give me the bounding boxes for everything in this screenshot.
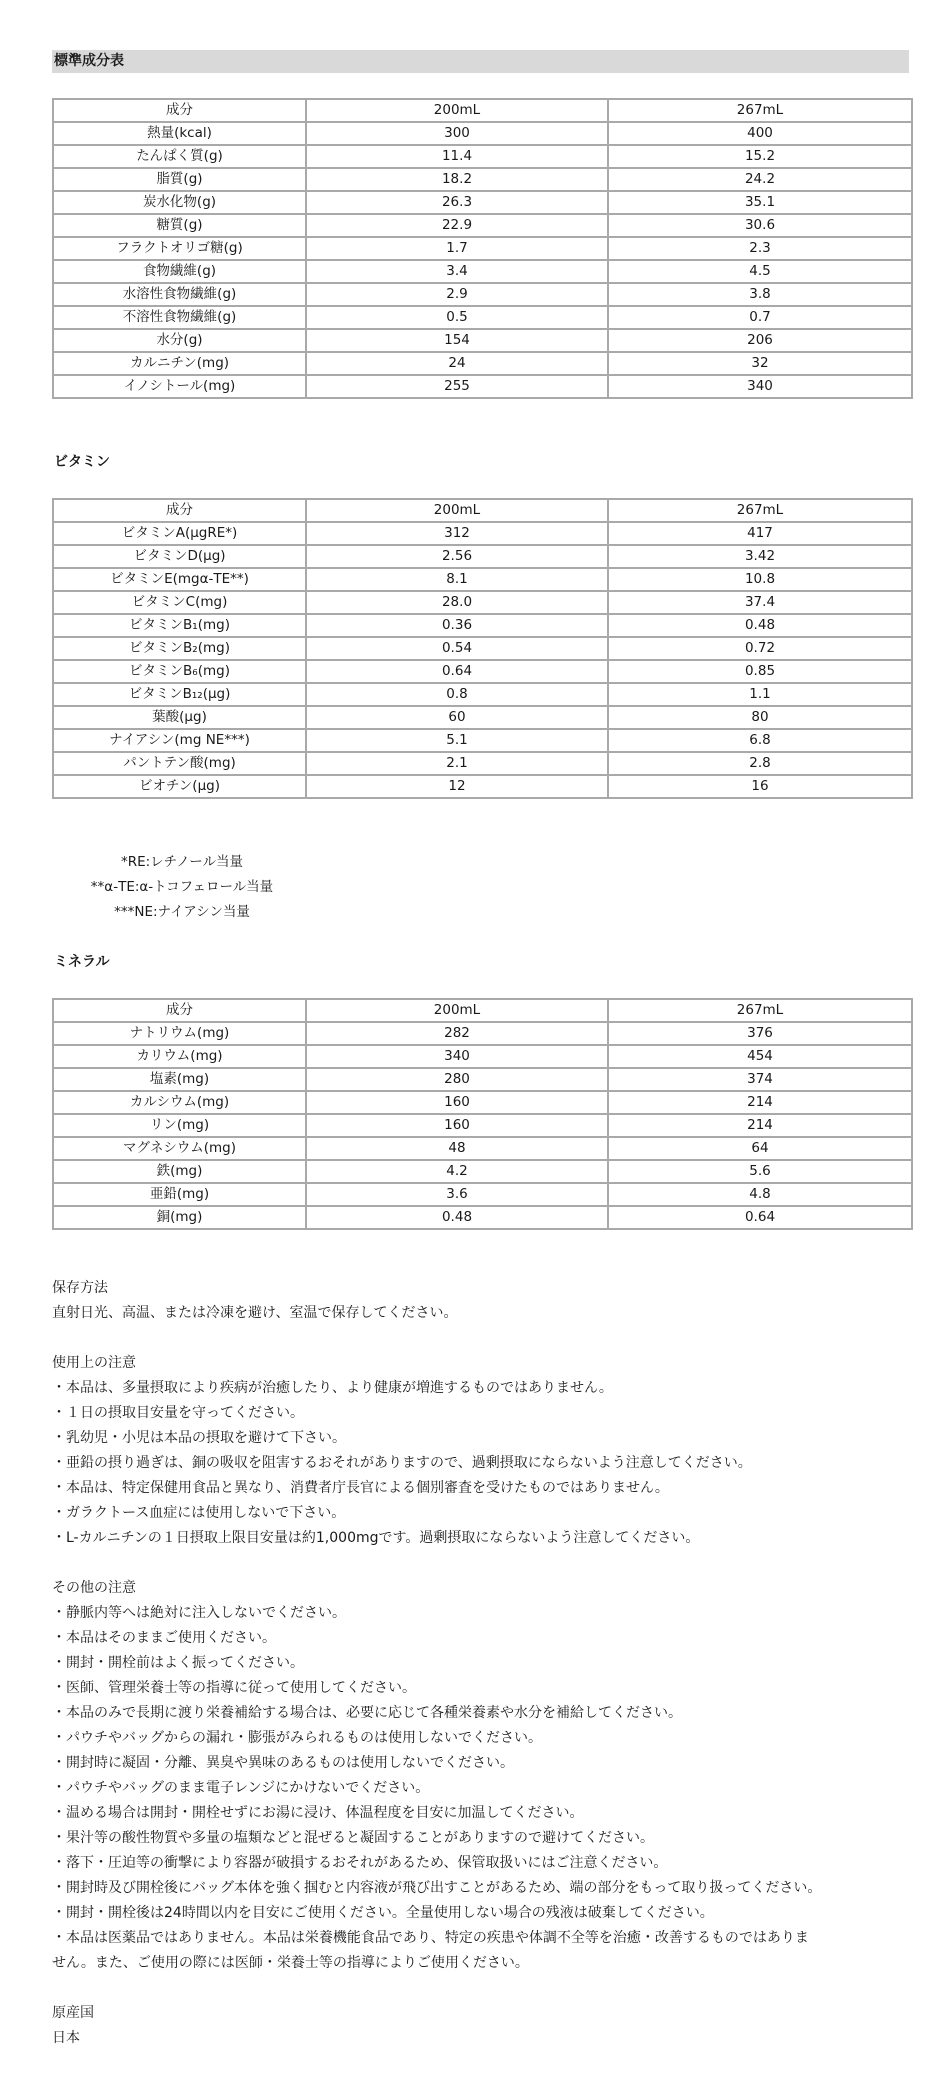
notes-section [52, 1276, 911, 2051]
cell-ingredient: イノシトール(mg) [53, 375, 306, 398]
vitamins-heading: ビタミン [54, 454, 110, 470]
table-row [53, 775, 912, 798]
footnote-te: **α-TE:α-トコフェロール当量 [90, 879, 274, 895]
table-row [53, 1114, 912, 1137]
cell-200ml: 26.3 [306, 191, 608, 214]
column-header-ingredient: 成分 [53, 99, 306, 122]
cell-267ml: 1.1 [608, 683, 912, 706]
table-row [53, 1045, 912, 1068]
table-row [53, 122, 912, 145]
cell-ingredient: カリウム(mg) [53, 1045, 306, 1068]
table-row [53, 237, 912, 260]
cell-200ml: 0.64 [306, 660, 608, 683]
list-item: ・パウチやバッグからの漏れ・膨張がみられるものは使用しないでください。 [52, 1730, 542, 1746]
list-item: ・亜鉛の摂り過ぎは、銅の吸収を阻害するおそれがありますので、過剰摂取にならないよう注意してください。 [52, 1455, 752, 1471]
footnote-re: *RE:レチノール当量 [120, 854, 244, 870]
table-row [53, 614, 912, 637]
other-notes-list [52, 1601, 911, 1976]
cell-267ml: 37.4 [608, 591, 912, 614]
cell-267ml: 0.85 [608, 660, 912, 683]
cell-267ml: 2.8 [608, 752, 912, 775]
table-row [53, 522, 912, 545]
list-item: ・本品は医薬品ではありません。本品は栄養機能食品であり、特定の疾患や体調不全等を治癒・改善するものではありま [52, 1930, 809, 1946]
column-header-267ml: 267mL [608, 499, 912, 522]
table-row [53, 1091, 912, 1114]
cell-ingredient: 脂質(g) [53, 168, 306, 191]
usage-notes-list [52, 1376, 911, 1551]
cell-267ml: 340 [608, 375, 912, 398]
list-item: ・開封・開栓後は24時間以内を目安にご使用ください。全量使用しない場合の残液は破棄してください。 [52, 1905, 714, 1921]
table-row [53, 1206, 912, 1229]
cell-200ml: 0.8 [306, 683, 608, 706]
list-item: ・果汁等の酸性物質や多量の塩類などと混ぜると凝固することがありますので避けてください。 [52, 1830, 654, 1846]
cell-ingredient: カルシウム(mg) [53, 1091, 306, 1114]
cell-ingredient: 葉酸(μg) [53, 706, 306, 729]
minerals-table [52, 998, 913, 1230]
list-item: ・医師、管理栄養士等の指導に従って使用してください。 [52, 1680, 416, 1696]
cell-200ml: 255 [306, 375, 608, 398]
table-row [53, 283, 912, 306]
cell-267ml: 3.42 [608, 545, 912, 568]
list-item: ・開封時及び開栓後にバッグ本体を強く掴むと内容液が飛び出すことがあるため、端の部分をもって取り扱ってください。 [52, 1880, 822, 1896]
cell-200ml: 160 [306, 1091, 608, 1114]
cell-267ml: 0.72 [608, 637, 912, 660]
cell-ingredient: リン(mg) [53, 1114, 306, 1137]
cell-200ml: 4.2 [306, 1160, 608, 1183]
cell-ingredient: ビタミンB₂(mg) [53, 637, 306, 660]
table-row [53, 191, 912, 214]
storage-text: 直射日光、高温、または冷凍を避け、室温で保存してください。 [52, 1305, 458, 1321]
cell-200ml: 2.1 [306, 752, 608, 775]
column-header-267ml: 267mL [608, 99, 912, 122]
cell-200ml: 154 [306, 329, 608, 352]
cell-ingredient: 不溶性食物繊維(g) [53, 306, 306, 329]
list-item: ・本品は、特定保健用食品と異なり、消費者庁長官による個別審査を受けたものではありません。 [52, 1480, 669, 1496]
list-item: せん。また、ご使用の際には医師・栄養士等の指導によりご使用ください。 [52, 1955, 529, 1971]
cell-ingredient: 食物繊維(g) [53, 260, 306, 283]
table-row [53, 1160, 912, 1183]
cell-267ml: 2.3 [608, 237, 912, 260]
cell-267ml: 6.8 [608, 729, 912, 752]
table-header-row [53, 499, 912, 522]
table-row [53, 706, 912, 729]
cell-ingredient: 亜鉛(mg) [53, 1183, 306, 1206]
cell-200ml: 5.1 [306, 729, 608, 752]
usage-notes-heading: 使用上の注意 [52, 1355, 136, 1371]
cell-ingredient: 鉄(mg) [53, 1160, 306, 1183]
cell-ingredient: カルニチン(mg) [53, 352, 306, 375]
table-row [53, 591, 912, 614]
vitamins-table-body [53, 522, 912, 798]
table-row [53, 568, 912, 591]
cell-ingredient: 炭水化物(g) [53, 191, 306, 214]
cell-ingredient: ビタミンD(μg) [53, 545, 306, 568]
standard-table-body [53, 122, 912, 398]
table-row [53, 260, 912, 283]
list-item: ・本品のみで長期に渡り栄養補給する場合は、必要に応じて各種栄養素や水分を補給してください。 [52, 1705, 682, 1721]
cell-ingredient: ビオチン(μg) [53, 775, 306, 798]
cell-200ml: 0.54 [306, 637, 608, 660]
cell-267ml: 454 [608, 1045, 912, 1068]
cell-267ml: 4.5 [608, 260, 912, 283]
table-row [53, 1022, 912, 1045]
cell-267ml: 0.48 [608, 614, 912, 637]
cell-267ml: 80 [608, 706, 912, 729]
table-row [53, 214, 912, 237]
cell-ingredient: フラクトオリゴ糖(g) [53, 237, 306, 260]
cell-200ml: 28.0 [306, 591, 608, 614]
cell-200ml: 0.5 [306, 306, 608, 329]
cell-ingredient: ビタミンB₁(mg) [53, 614, 306, 637]
table-row [53, 1137, 912, 1160]
cell-200ml: 312 [306, 522, 608, 545]
cell-200ml: 280 [306, 1068, 608, 1091]
cell-200ml: 24 [306, 352, 608, 375]
cell-200ml: 160 [306, 1114, 608, 1137]
cell-200ml: 340 [306, 1045, 608, 1068]
table-header-row [53, 99, 912, 122]
minerals-table-body [53, 1022, 912, 1229]
cell-200ml: 2.9 [306, 283, 608, 306]
list-item: ・温める場合は開封・開栓せずにお湯に浸け、体温程度を目安に加温してください。 [52, 1805, 584, 1821]
list-item: ・本品はそのままご使用ください。 [52, 1630, 276, 1646]
cell-200ml: 1.7 [306, 237, 608, 260]
cell-200ml: 12 [306, 775, 608, 798]
cell-ingredient: ビタミンC(mg) [53, 591, 306, 614]
footnote-ne: ***NE:ナイアシン当量 [114, 904, 250, 920]
vitamins-table [52, 498, 913, 799]
cell-200ml: 48 [306, 1137, 608, 1160]
cell-267ml: 214 [608, 1091, 912, 1114]
standard-composition-table [52, 98, 913, 399]
table-row [53, 660, 912, 683]
column-header-200ml: 200mL [306, 499, 608, 522]
vitamin-footnotes [52, 850, 312, 925]
column-header-ingredient: 成分 [53, 499, 306, 522]
table-row [53, 683, 912, 706]
cell-267ml: 35.1 [608, 191, 912, 214]
cell-267ml: 417 [608, 522, 912, 545]
cell-200ml: 22.9 [306, 214, 608, 237]
cell-200ml: 0.48 [306, 1206, 608, 1229]
cell-ingredient: 塩素(mg) [53, 1068, 306, 1091]
cell-200ml: 3.6 [306, 1183, 608, 1206]
table-row [53, 352, 912, 375]
spacer [52, 1976, 911, 2001]
list-item: ・パウチやバッグのまま電子レンジにかけないでください。 [52, 1780, 430, 1796]
list-item: ・落下・圧迫等の衝撃により容器が破損するおそれがあるため、保管取扱いにはご注意ください。 [52, 1855, 668, 1871]
cell-200ml: 11.4 [306, 145, 608, 168]
other-notes-heading: その他の注意 [52, 1580, 136, 1596]
cell-ingredient: 糖質(g) [53, 214, 306, 237]
column-header-267ml: 267mL [608, 999, 912, 1022]
cell-ingredient: マグネシウム(mg) [53, 1137, 306, 1160]
list-item: ・静脈内等へは絶対に注入しないでください。 [52, 1605, 346, 1621]
origin-heading: 原産国 [52, 2005, 94, 2021]
cell-267ml: 64 [608, 1137, 912, 1160]
cell-267ml: 15.2 [608, 145, 912, 168]
cell-267ml: 374 [608, 1068, 912, 1091]
cell-267ml: 400 [608, 122, 912, 145]
table-row [53, 168, 912, 191]
cell-200ml: 8.1 [306, 568, 608, 591]
table-row [53, 637, 912, 660]
table-row [53, 375, 912, 398]
table-row [53, 752, 912, 775]
table-row [53, 1183, 912, 1206]
table-row [53, 729, 912, 752]
cell-267ml: 376 [608, 1022, 912, 1045]
cell-ingredient: ビタミンB₁₂(μg) [53, 683, 306, 706]
table-row [53, 545, 912, 568]
list-item: ・本品は、多量摂取により疾病が治癒したり、より健康が増進するものではありません。 [52, 1380, 613, 1396]
cell-ingredient: ビタミンE(mgα-TE**) [53, 568, 306, 591]
cell-267ml: 0.64 [608, 1206, 912, 1229]
cell-ingredient: ナトリウム(mg) [53, 1022, 306, 1045]
cell-ingredient: ビタミンA(μgRE*) [53, 522, 306, 545]
cell-267ml: 0.7 [608, 306, 912, 329]
cell-267ml: 5.6 [608, 1160, 912, 1183]
column-header-ingredient: 成分 [53, 999, 306, 1022]
table-row [53, 1068, 912, 1091]
cell-ingredient: ビタミンB₆(mg) [53, 660, 306, 683]
table-row [53, 306, 912, 329]
cell-267ml: 4.8 [608, 1183, 912, 1206]
storage-heading: 保存方法 [52, 1280, 108, 1296]
standard-composition-title: 標準成分表 [52, 50, 909, 73]
list-item: ・開封時に凝固・分離、異臭や異味のあるものは使用しないでください。 [52, 1755, 514, 1771]
minerals-heading: ミネラル [54, 954, 110, 970]
cell-267ml: 3.8 [608, 283, 912, 306]
cell-ingredient: ナイアシン(mg NE***) [53, 729, 306, 752]
table-header-row [53, 999, 912, 1022]
cell-200ml: 18.2 [306, 168, 608, 191]
column-header-200ml: 200mL [306, 999, 608, 1022]
list-item: ・乳幼児・小児は本品の摂取を避けて下さい。 [52, 1430, 346, 1446]
list-item: ・開封・開栓前はよく振ってください。 [52, 1655, 304, 1671]
cell-200ml: 0.36 [306, 614, 608, 637]
cell-ingredient: たんぱく質(g) [53, 145, 306, 168]
cell-267ml: 32 [608, 352, 912, 375]
cell-ingredient: 水溶性食物繊維(g) [53, 283, 306, 306]
cell-200ml: 2.56 [306, 545, 608, 568]
cell-ingredient: 熱量(kcal) [53, 122, 306, 145]
cell-267ml: 16 [608, 775, 912, 798]
table-row [53, 145, 912, 168]
cell-200ml: 60 [306, 706, 608, 729]
origin-value: 日本 [52, 2030, 80, 2046]
cell-ingredient: パントテン酸(mg) [53, 752, 306, 775]
cell-267ml: 206 [608, 329, 912, 352]
cell-ingredient: 銅(mg) [53, 1206, 306, 1229]
cell-267ml: 24.2 [608, 168, 912, 191]
list-item: ・L-カルニチンの１日摂取上限目安量は約1,000mgです。過剰摂取にならないよう注意してください。 [52, 1530, 700, 1546]
column-header-200ml: 200mL [306, 99, 608, 122]
cell-267ml: 214 [608, 1114, 912, 1137]
cell-200ml: 3.4 [306, 260, 608, 283]
table-row [53, 329, 912, 352]
spacer [52, 1551, 911, 1576]
cell-267ml: 10.8 [608, 568, 912, 591]
list-item: ・ガラクトース血症には使用しないで下さい。 [52, 1505, 346, 1521]
cell-200ml: 282 [306, 1022, 608, 1045]
cell-267ml: 30.6 [608, 214, 912, 237]
cell-200ml: 300 [306, 122, 608, 145]
list-item: ・１日の摂取目安量を守ってください。 [52, 1405, 304, 1421]
spacer [52, 1326, 911, 1351]
cell-ingredient: 水分(g) [53, 329, 306, 352]
